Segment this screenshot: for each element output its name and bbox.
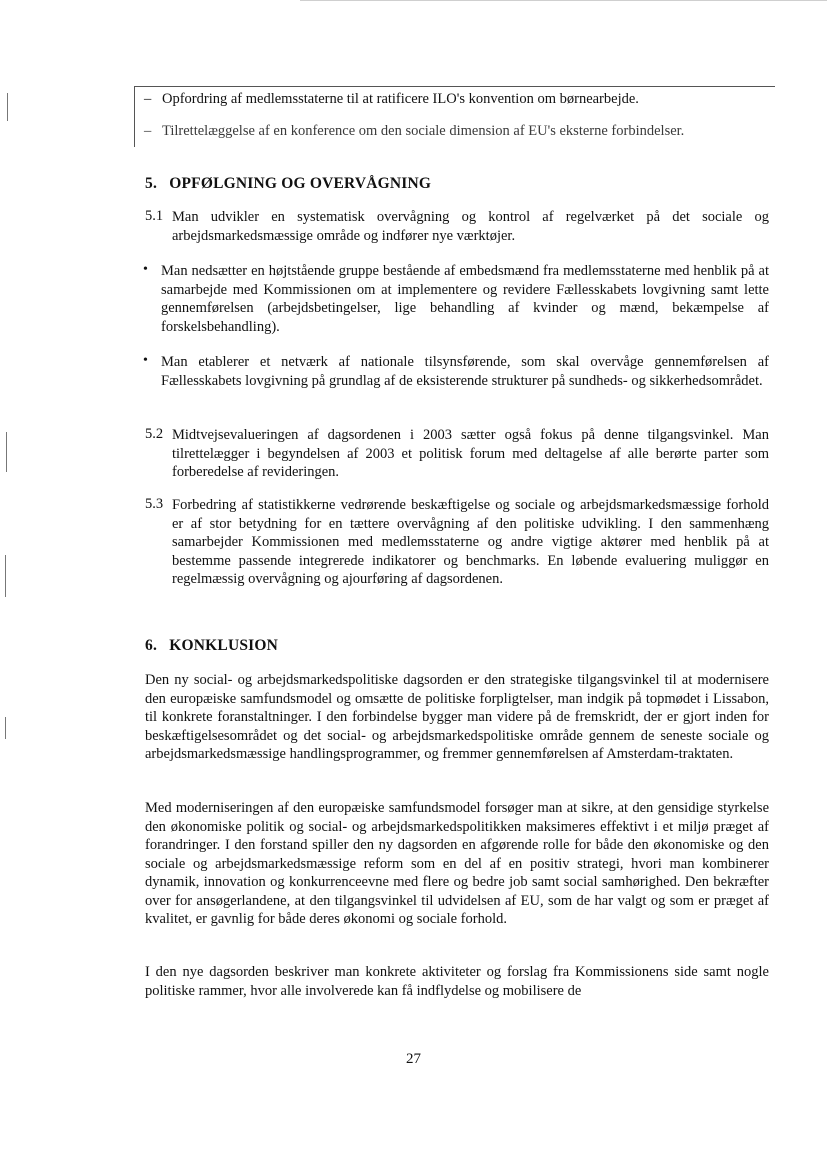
dash-marker: – [144,91,152,107]
list-item [144,91,639,108]
bullet-paragraph: Man etablerer et netværk af nationale tilsynsførende, som skal overvåge gennemførelsen af Fællesskabets lovgivning på grundlag af de eksisterende strukturer på sundheds- og sikkerhedsområdet. [161,354,769,389]
list-item-text: Opfordring af medlemsstaterne til at ratificere ILO's konvention om børnearbejde. [162,91,639,107]
scan-artifact [6,432,7,472]
scan-artifact [7,93,8,121]
paragraph-5-1: Man udvikler en systematisk overvågning og kontrol af regelværket på det sociale og arbejdsmarkedsmæssige område og indfører nye værktøjer. [172,209,769,244]
bullet-marker: • [143,262,148,277]
page-number: 27 [406,1051,421,1067]
conclusion-paragraph-1: Den ny social- og arbejdsmarkedspolitiske dagsorden er den strategiske tilgangsvinkel til at modernisere den europæiske samfundsmodel og omsætte de politiske forpligtelser, man indgik på topmødet i Lissabon, til konkrete foranstaltninger. I den forbindelse bygger man videre på de fremskridt, der er gjort inden for beskæftigelsesområdet og det social- og arbejdsmarkedspolitiske område gennem de seneste sociale og arbejdsmarkedsmæssige handlingsprogrammer, og fremmer gennemførelsen af Amsterdam-traktaten. [145,672,769,762]
paragraph-number: 5.1 [145,208,164,224]
conclusion-paragraph-3: I den nye dagsorden beskriver man konkrete aktiviteter og forslag fra Kommissionens side samt nogle politiske rammer, hvor alle involverede kan få indflydelse og mobilisere de [145,964,769,999]
list-item [144,123,684,140]
bullet-paragraph: Man nedsætter en højtstående gruppe bestående af embedsmænd fra medlemsstaterne med henblik på at samarbejde med Kommissionen om at implementere og revidere Fællesskabets lovgivning samt lette gennemførelsen (arbejdsbetingelser, lige behandling af kvinder og mænd, bekæmpelse af forskelsbehandling). [161,263,769,335]
paragraph-5-3: Forbedring af statistikkerne vedrørende beskæftigelse og sociale og arbejdsmarkedsmæssige forhold er af stor betydning for en tættere overvågning af den politiske udvikling. I den sammenhæng samarbejder Kommissionen med medlemsstaterne og andre vigtige aktører med henblik på at bestemme passende integrerede indikatorer og benchmarks. En løbende evaluering muliggør en regelmæssig overvågning og ajourføring af dagsordenen. [172,497,769,587]
bullet-marker: • [143,353,148,368]
paragraph-number: 5.3 [145,496,164,512]
scan-artifact [5,555,6,597]
section-6-heading: 6. KONKLUSION [145,637,279,654]
section-5-heading: 5. OPFØLGNING OG OVERVÅGNING [145,175,432,192]
dash-marker: – [144,123,152,139]
paragraph-number: 5.2 [145,426,164,442]
paragraph-5-2: Midtvejsevalueringen af dagsordenen i 2003 sætter også fokus på denne tilgangsvinkel. Man tilrettelægger i begyndelsen af 2003 et politisk forum med deltagelse af alle berørte parter som forberedelse af revideringen. [172,427,769,480]
list-item-text: Tilrettelæggelse af en konference om den sociale dimension af EU's eksterne forbindelser. [162,123,685,139]
scan-edge-line [300,0,827,1]
action-list-box [134,86,775,147]
scan-artifact [5,717,6,739]
conclusion-paragraph-2: Med moderniseringen af den europæiske samfundsmodel forsøger man at sikre, at den gensidige styrkelse den økonomiske politik og social- og arbejdsmarkedspolitikken maksimeres effektivt i et miljø præget af forandringer. I den forstand spiller den ny dagsorden en afgørende rolle for både den økonomiske og den sociale og arbejdsmarkedsmæssige reform som en del af en positiv strategi, hvori man kombinerer dynamik, innovation og konkurrenceevne med flere og bedre job samt social samhørighed. Den bekræfter over for ansøgerlandene, at den tilgangsvinkel til udvidelsen af EU, som de har valgt og som er præget af kvalitet, er gavnlig for både deres økonomi og sociale forhold. [145,800,769,927]
